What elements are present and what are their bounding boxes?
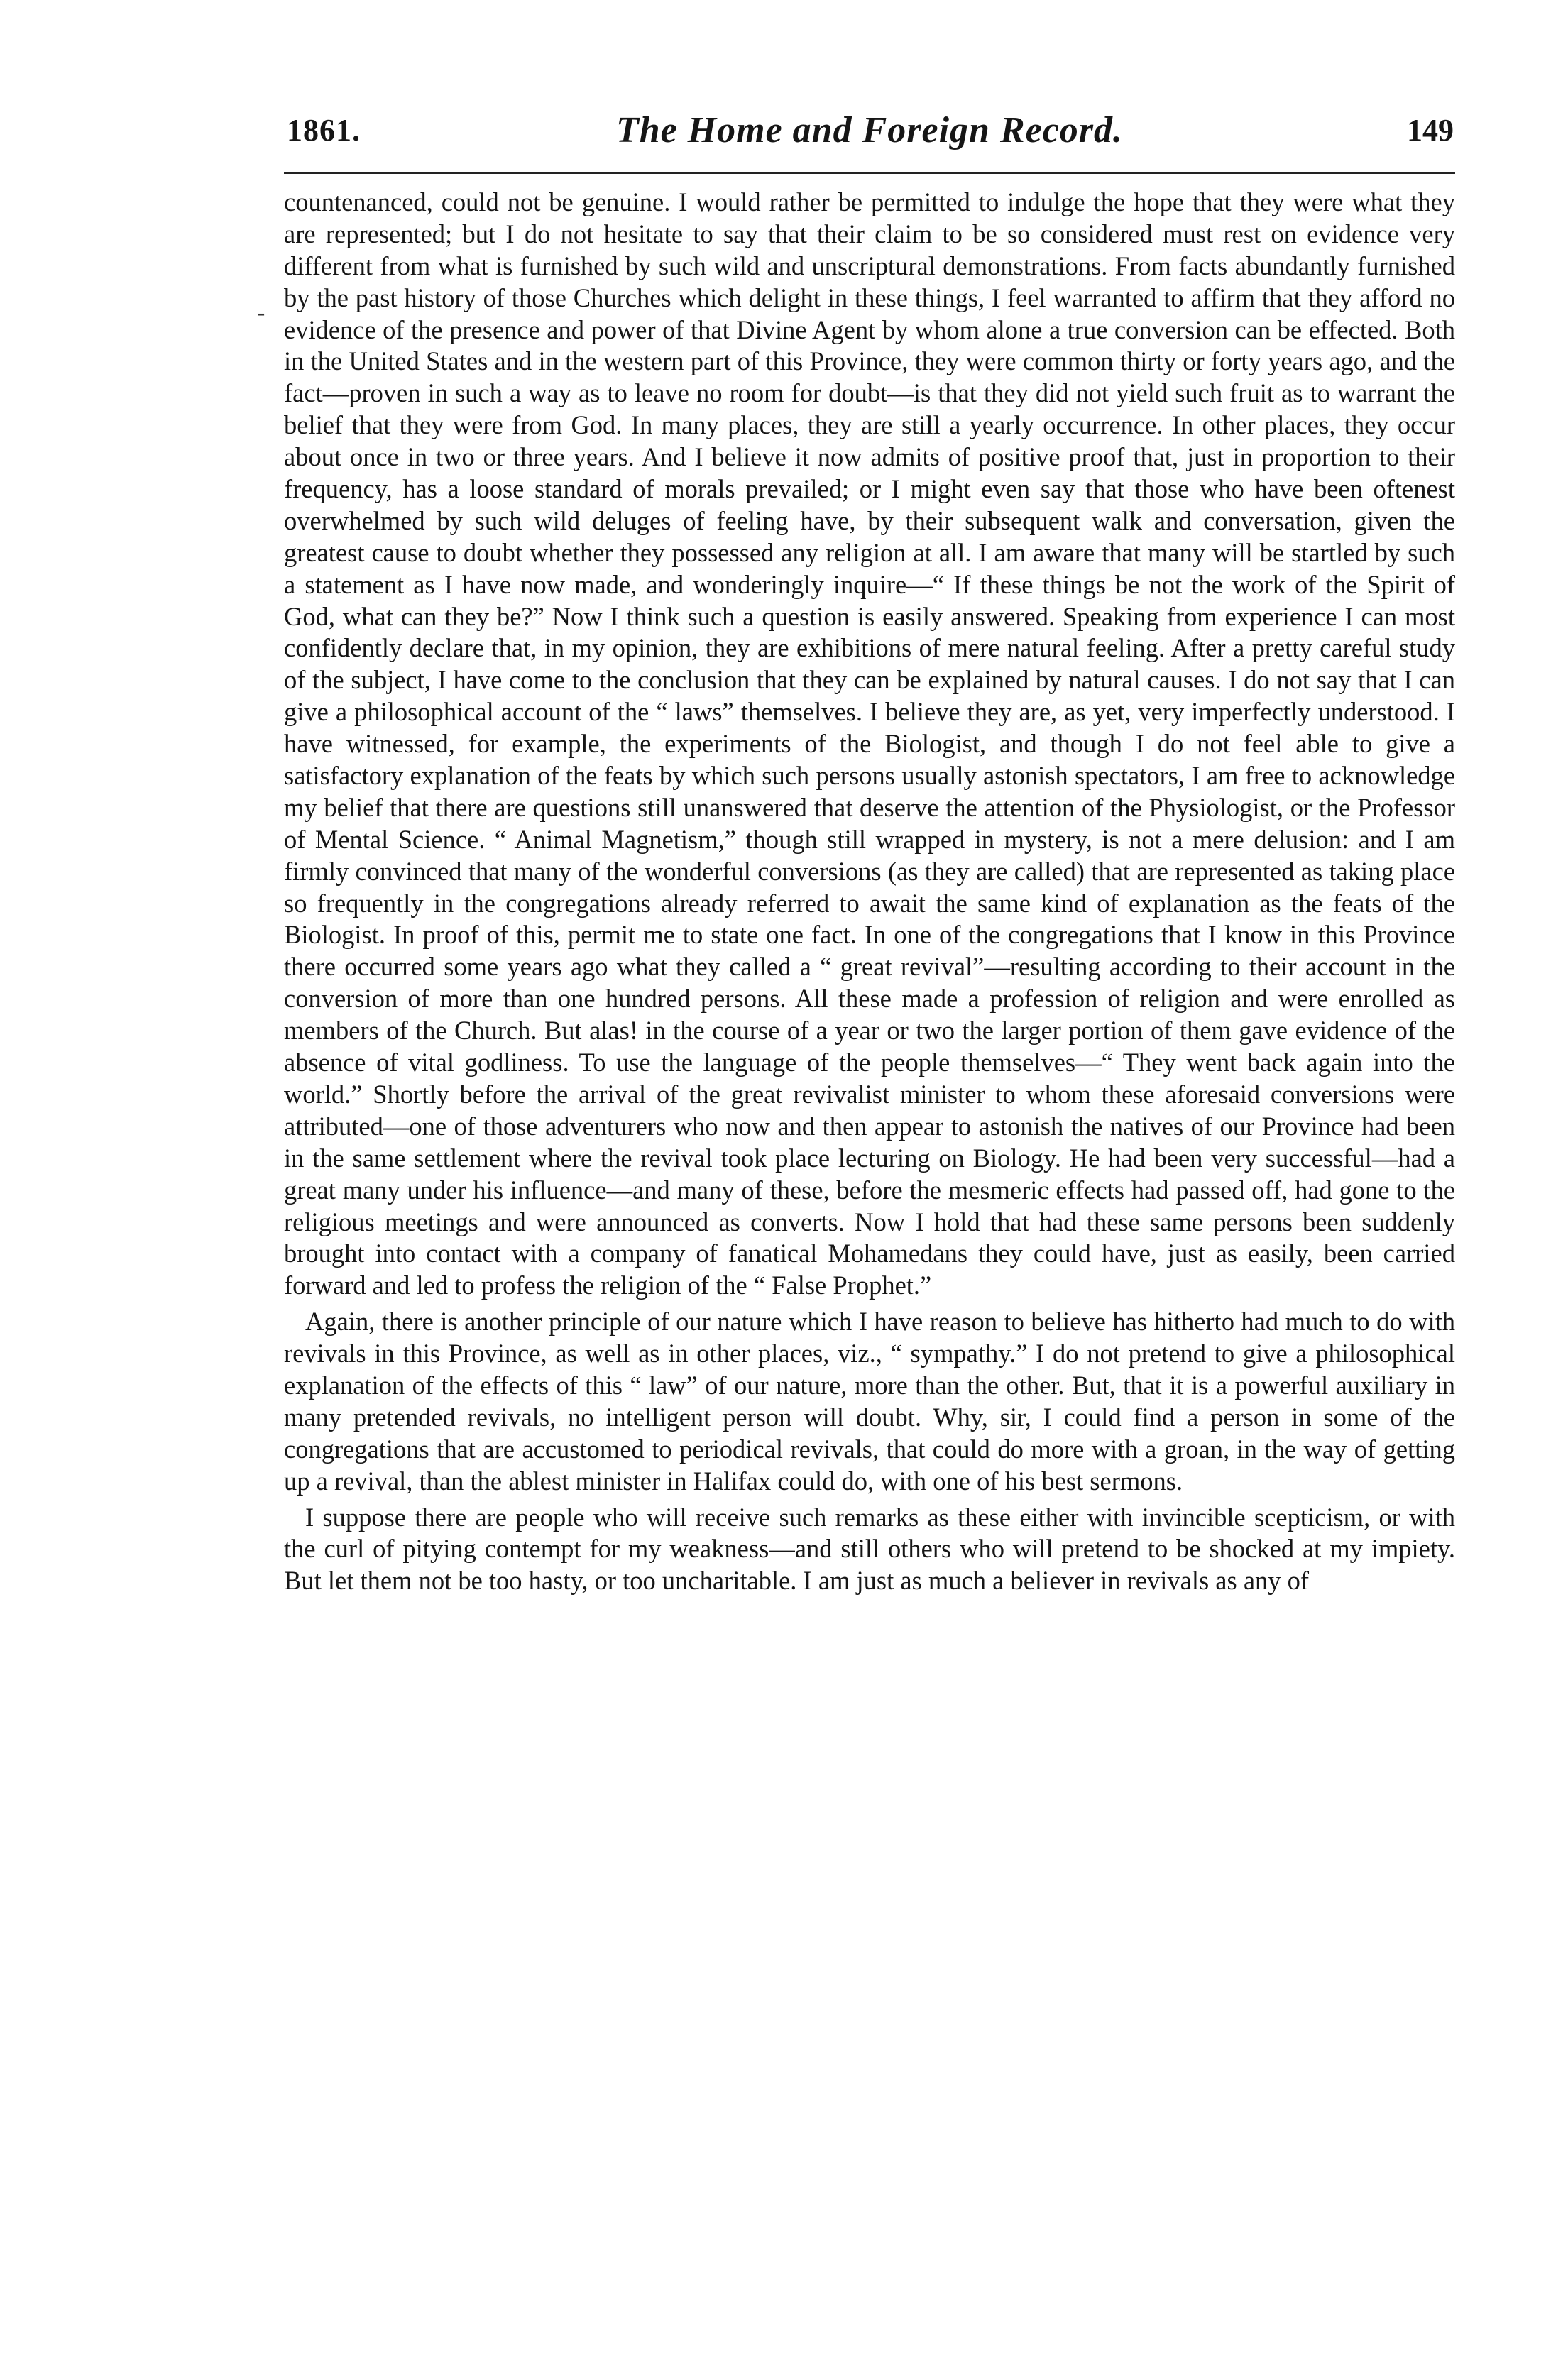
- paragraph: I suppose there are people who will receive such remarks as these either with invincible scepticism, or with the curl of pitying contempt for my weakness—and still others who will pretend to be shocked at my impiety. But let them not be too hasty, or too uncharitable. I am just as much a believer in revivals as any of: [284, 1502, 1455, 1596]
- journal-title: The Home and Foreign Record.: [615, 110, 1124, 150]
- header-year: 1861.: [287, 113, 361, 148]
- running-header: [284, 106, 1455, 174]
- paragraph: Again, there is another principle of our nature which I have reason to believe has hitherto had much to do with revivals in this Province, as well as in other places, viz., “ sympathy.” I do not pretend to give a philosophical explanation of the effects of this “ law” of our nature, more than the other. But, that it is a powerful auxiliary in many pretended revivals, no intelligent person will doubt. Why, sir, I could find a person in some of the congregations that are accustomed to periodical revivals, that could do more with a groan, in the way of getting up a revival, than the ablest minister in Halifax could do, with one of his best sermons.: [284, 1307, 1455, 1496]
- paragraph: countenanced, could not be genuine. I would rather be permitted to indulge the hope that they were what they are represented; but I do not hesitate to say that their claim to be so considered must rest on evidence very different from what is furnished by such wild and unscriptural demonstrations. From facts abundantly furnished by the past history of those Churches which delight in these things, I feel warranted to affirm that they afford no evidence of the presence and power of that Divine Agent by whom alone a true conversion can be effected. Both in the United States and in the western part of this Province, they were common thirty or forty years ago, and the fact—proven in such a way as to leave no room for doubt—is that they did not yield such fruit as to warrant the belief that they were from God. In many places, they are still a yearly occurrence. In other places, they occur about once in two or three years. And I believe it now admits of positive proof that, just in proportion to their frequency, has a loose standard of morals prevailed; or I might even say that those who have been oftenest overwhelmed by such wild deluges of feeling have, by their subsequent walk and conversation, given the greatest cause to doubt whether they possessed any religion at all. I am aware that many will be startled by such a statement as I have now made, and wonderingly inquire—“ If these things be not the work of the Spirit of God, what can they be?” Now I think such a question is easily answered. Speaking from experience I can most confidently declare that, in my opinion, they are exhibitions of mere natural feeling. After a pretty careful study of the subject, I have come to the conclusion that they can be explained by natural causes. I do not say that I can give a philosophical account of the “ laws” themselves. I believe they are, as yet, very imperfectly understood. I have witnessed, for example, the experiments of the Biologist, and though I do not feel able to give a satisfactory explanation of the feats by which such persons usually astonish spectators, I am free to acknowledge my belief that there are questions still unanswered that deserve the attention of the Physiologist, or the Professor of Mental Science. “ Animal Magnetism,” though still wrapped in mystery, is not a mere delusion: and I am firmly convinced that many of the wonderful conversions (as they are called) that are represented as taking place so frequently in the congregations already referred to await the same kind of explanation as the feats of the Biologist. In proof of this, permit me to state one fact. In one of the congregations that I know in this Province there occurred some years ago what they called a “ great revival”—resulting according to their account in the conversion of more than one hundred persons. All these made a profession of religion and were enrolled as members of the Church. But alas! in the course of a year or two the larger portion of them gave evidence of the absence of vital godliness. To use the language of the people themselves—“ They went back again into the world.” Shortly before the arrival of the great revivalist minister to whom these aforesaid conversions were attributed—one of those adventurers who now and then appear to astonish the natives of our Province had been in the same settlement where the revival took place lecturing on Biology. He had been very successful—had a great many under his influence—and many of these, before the mesmeric effects had passed off, had gone to the religious meetings and were announced as converts. Now I hold that had these same persons been suddenly brought into contact with a company of fanatical Mohamedans they could have, just as easily, been carried forward and led to profess the religion of the “ False Prophet.”: [284, 187, 1455, 1300]
- page-number: 149: [1407, 113, 1454, 148]
- page: [284, 106, 1455, 1601]
- article-body: [284, 187, 1455, 1597]
- margin-mark: -: [257, 300, 265, 326]
